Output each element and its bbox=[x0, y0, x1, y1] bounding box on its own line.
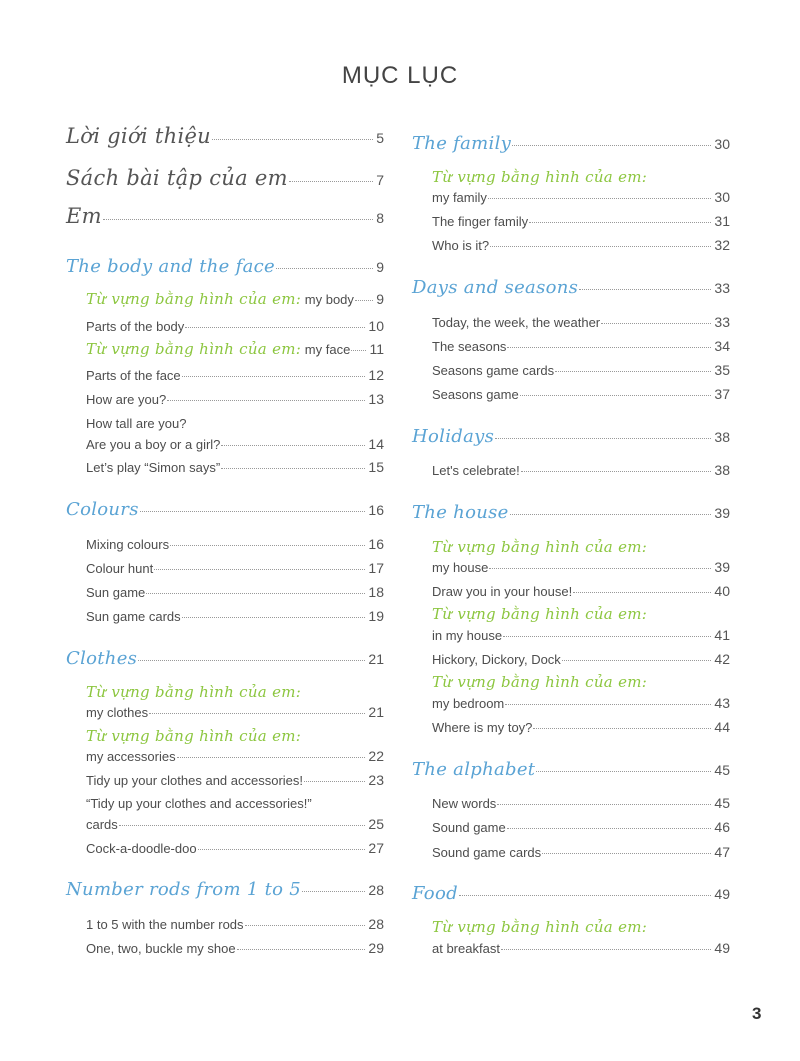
toc-entry-seasons-game[interactable] bbox=[412, 386, 730, 402]
entry-title: Colour hunt bbox=[86, 561, 154, 576]
page-ref: 7 bbox=[376, 172, 384, 188]
page-ref: 49 bbox=[714, 886, 730, 902]
entry-title: Sun game bbox=[86, 585, 146, 600]
section-heading-family[interactable] bbox=[412, 133, 730, 154]
page-ref: 12 bbox=[368, 367, 384, 383]
page-ref: 45 bbox=[714, 762, 730, 778]
section-title: The body and the face bbox=[66, 256, 275, 277]
toc-entry-today-week-weather[interactable] bbox=[412, 314, 730, 330]
toc-entry-tidy-cards[interactable] bbox=[66, 816, 384, 832]
entry-title: 1 to 5 with the number rods bbox=[86, 917, 244, 932]
toc-entry-draw-you[interactable] bbox=[412, 583, 730, 599]
toc-entry-who-is-it[interactable] bbox=[412, 237, 730, 253]
dot-leader bbox=[140, 511, 366, 512]
dot-leader bbox=[212, 139, 373, 140]
page-ref: 49 bbox=[714, 940, 730, 956]
dot-leader bbox=[501, 949, 711, 950]
vocab-label: Từ vựng bằng hình của em: bbox=[86, 340, 302, 358]
toc-entry-boy-or-girl[interactable] bbox=[66, 436, 384, 452]
page-ref: 30 bbox=[714, 189, 730, 205]
dot-leader bbox=[245, 925, 366, 926]
page-ref: 27 bbox=[368, 840, 384, 856]
page-number: 3 bbox=[752, 1004, 762, 1023]
page-ref: 15 bbox=[368, 459, 384, 475]
toc-entry-tidy-up[interactable] bbox=[66, 772, 384, 788]
dot-leader bbox=[119, 825, 366, 826]
page-ref: 29 bbox=[368, 940, 384, 956]
dot-leader bbox=[170, 545, 365, 546]
toc-entry-my-accessories[interactable] bbox=[66, 748, 384, 764]
dot-leader bbox=[459, 895, 712, 896]
dot-leader bbox=[579, 289, 711, 290]
dot-leader bbox=[182, 617, 366, 618]
dot-leader bbox=[495, 438, 711, 439]
entry-title: my family bbox=[432, 190, 487, 205]
page-ref: 47 bbox=[714, 844, 730, 860]
section-title: Food bbox=[412, 883, 458, 904]
toc-entry-intro[interactable] bbox=[66, 124, 384, 148]
section-title: Days and seasons bbox=[412, 277, 579, 298]
vocab-label: Từ vựng bằng hình của em: bbox=[432, 918, 648, 936]
entry-title: Where is my toy? bbox=[432, 720, 533, 735]
entry-title: Today, the week, the weather bbox=[432, 315, 601, 330]
section-title: Holidays bbox=[412, 426, 495, 447]
page-ref: 40 bbox=[714, 583, 730, 599]
entry-title: in my house bbox=[432, 628, 503, 643]
dot-leader bbox=[103, 219, 373, 220]
entry-title: Draw you in your house! bbox=[432, 584, 573, 599]
entry-title: Seasons game bbox=[432, 387, 519, 402]
toc-entry-parts-body[interactable] bbox=[66, 318, 384, 334]
toc-entry-in-my-house[interactable] bbox=[412, 627, 730, 643]
section-heading-days-seasons[interactable] bbox=[412, 277, 730, 298]
dot-leader bbox=[521, 471, 712, 472]
entry-title: Sound game bbox=[432, 820, 506, 835]
toc-entry-mixing-colours[interactable] bbox=[66, 536, 384, 552]
page-ref: 8 bbox=[376, 210, 384, 226]
page-ref: 16 bbox=[368, 536, 384, 552]
dot-leader bbox=[302, 891, 365, 892]
toc-entry-cock-a-doodle-doo[interactable] bbox=[66, 840, 384, 856]
entry-title: Cock-a-doodle-doo bbox=[86, 841, 197, 856]
entry-title: Lời giới thiệu bbox=[66, 124, 212, 148]
page-ref: 14 bbox=[368, 436, 384, 452]
toc-entry-my-clothes[interactable] bbox=[66, 704, 384, 720]
toc-entry-colour-hunt[interactable] bbox=[66, 560, 384, 576]
dot-leader bbox=[149, 713, 365, 714]
dot-leader bbox=[505, 704, 711, 705]
dot-leader bbox=[146, 593, 365, 594]
entry-title: How are you? bbox=[86, 392, 167, 407]
section-title: The alphabet bbox=[412, 759, 536, 780]
dot-leader bbox=[221, 445, 365, 446]
dot-leader bbox=[601, 323, 711, 324]
entry-title: Who is it? bbox=[432, 238, 490, 253]
vocab-label: Từ vựng bằng hình của em: bbox=[432, 168, 648, 186]
page-ref: 43 bbox=[714, 695, 730, 711]
page-ref: 18 bbox=[368, 584, 384, 600]
page-ref: 16 bbox=[368, 502, 384, 518]
page-ref: 21 bbox=[368, 704, 384, 720]
page-ref: 30 bbox=[714, 136, 730, 152]
entry-title: my accessories bbox=[86, 749, 176, 764]
entry-title: Mixing colours bbox=[86, 537, 170, 552]
section-heading-colours[interactable] bbox=[66, 499, 384, 520]
entry-text: my face bbox=[304, 342, 351, 357]
section-heading-house[interactable] bbox=[412, 502, 730, 523]
toc-entry-at-breakfast[interactable] bbox=[412, 940, 730, 956]
toc-entry-lets-celebrate[interactable] bbox=[412, 462, 730, 478]
page-ref: 39 bbox=[714, 559, 730, 575]
toc-entry-workbook[interactable] bbox=[66, 166, 384, 190]
dot-leader bbox=[304, 781, 365, 782]
dot-leader bbox=[351, 350, 366, 351]
toc-entry-buckle-my-shoe[interactable] bbox=[66, 940, 384, 956]
toc-entry-em[interactable] bbox=[66, 204, 384, 228]
toc-entry-the-seasons[interactable] bbox=[412, 338, 730, 354]
dot-leader bbox=[520, 395, 712, 396]
entry-title: Let's celebrate! bbox=[432, 463, 520, 478]
toc-entry-sun-game-cards[interactable] bbox=[66, 608, 384, 624]
toc-entry-my-bedroom[interactable] bbox=[412, 695, 730, 711]
dot-leader bbox=[138, 660, 365, 661]
entry-title: The finger family bbox=[432, 214, 529, 229]
page-ref: 33 bbox=[714, 314, 730, 330]
section-heading-holidays[interactable] bbox=[412, 426, 730, 447]
dot-leader bbox=[510, 514, 712, 515]
entry-title: Sun game cards bbox=[86, 609, 181, 624]
dot-leader bbox=[221, 468, 365, 469]
section-title: Colours bbox=[66, 499, 139, 520]
entry-title: Parts of the face bbox=[86, 368, 181, 383]
toc-entry-where-is-toy[interactable] bbox=[412, 719, 730, 735]
section-title: Clothes bbox=[66, 648, 138, 669]
dot-leader bbox=[185, 327, 365, 328]
vocab-label: Từ vựng bằng hình của em: bbox=[86, 727, 302, 745]
page-ref: 34 bbox=[714, 338, 730, 354]
page-ref: 28 bbox=[368, 882, 384, 898]
vocab-label: Từ vựng bằng hình của em: bbox=[432, 673, 648, 691]
toc-entry-sound-game[interactable] bbox=[412, 819, 730, 835]
dot-leader bbox=[177, 757, 366, 758]
entry-title: New words bbox=[432, 796, 497, 811]
page-ref: 5 bbox=[376, 130, 384, 146]
page-ref: 23 bbox=[368, 772, 384, 788]
entry-title: Tidy up your clothes and accessories! bbox=[86, 773, 304, 788]
page-ref: 9 bbox=[376, 291, 384, 307]
dot-leader bbox=[490, 246, 711, 247]
vocab-label: Từ vựng bằng hình của em: bbox=[86, 683, 302, 701]
entry-title: my bedroom bbox=[432, 696, 505, 711]
toc-entry-simon-says[interactable] bbox=[66, 459, 384, 475]
dot-leader bbox=[542, 853, 711, 854]
dot-leader bbox=[489, 568, 711, 569]
entry-title: my house bbox=[432, 560, 489, 575]
entry-title: Sách bài tập của em bbox=[66, 166, 288, 190]
page-ref: 13 bbox=[368, 391, 384, 407]
page-ref: 19 bbox=[368, 608, 384, 624]
page-ref: 38 bbox=[714, 429, 730, 445]
entry-title: cards bbox=[86, 817, 118, 832]
entry-title: The seasons bbox=[432, 339, 507, 354]
entry-text: my body bbox=[304, 292, 354, 307]
toc-entry-how-tall-line1: How tall are you? bbox=[86, 416, 187, 431]
dot-leader bbox=[562, 660, 712, 661]
toc-entry-new-words[interactable] bbox=[412, 795, 730, 811]
dot-leader bbox=[198, 849, 366, 850]
entry-title: Let’s play “Simon says” bbox=[86, 460, 221, 475]
page-ref: 45 bbox=[714, 795, 730, 811]
vocab-label: Từ vựng bằng hình của em: bbox=[86, 290, 302, 308]
entry-title bbox=[86, 340, 350, 358]
dot-leader bbox=[555, 371, 711, 372]
entry-title: my clothes bbox=[86, 705, 149, 720]
page-ref: 42 bbox=[714, 651, 730, 667]
dot-leader bbox=[529, 222, 711, 223]
page-ref: 41 bbox=[714, 627, 730, 643]
dot-leader bbox=[573, 592, 711, 593]
section-heading-number-rods[interactable] bbox=[66, 879, 384, 900]
entry-title: Em bbox=[66, 204, 102, 228]
page-ref: 17 bbox=[368, 560, 384, 576]
entry-title: Hickory, Dickory, Dock bbox=[432, 652, 561, 667]
dot-leader bbox=[507, 828, 712, 829]
page-ref: 25 bbox=[368, 816, 384, 832]
page-ref: 46 bbox=[714, 819, 730, 835]
dot-leader bbox=[355, 300, 373, 301]
toc-entry-finger-family[interactable] bbox=[412, 213, 730, 229]
dot-leader bbox=[154, 569, 365, 570]
dot-leader bbox=[167, 400, 365, 401]
dot-leader bbox=[512, 145, 711, 146]
dot-leader bbox=[507, 347, 711, 348]
page-ref: 38 bbox=[714, 462, 730, 478]
entry-title: Sound game cards bbox=[432, 845, 542, 860]
section-heading-food[interactable] bbox=[412, 883, 730, 904]
page-ref: 21 bbox=[368, 651, 384, 667]
toc-entry-sound-game-cards[interactable] bbox=[412, 844, 730, 860]
page-title: MỤC LỤC bbox=[341, 62, 459, 89]
section-heading-clothes[interactable] bbox=[66, 648, 384, 669]
page-ref: 37 bbox=[714, 386, 730, 402]
vocab-label: Từ vựng bằng hình của em: bbox=[432, 605, 648, 623]
section-heading-body-face[interactable] bbox=[66, 256, 384, 277]
toc-entry-tidy-cards-line1: “Tidy up your clothes and accessories!” bbox=[86, 796, 312, 811]
section-title: The house bbox=[412, 502, 509, 523]
toc-entry-1-to-5-rods[interactable] bbox=[66, 916, 384, 932]
dot-leader bbox=[237, 949, 366, 950]
dot-leader bbox=[276, 268, 373, 269]
entry-title: Are you a boy or a girl? bbox=[86, 437, 221, 452]
page-ref: 33 bbox=[714, 280, 730, 296]
dot-leader bbox=[497, 804, 711, 805]
page-ref: 32 bbox=[714, 237, 730, 253]
page-ref: 35 bbox=[714, 362, 730, 378]
section-title: The family bbox=[412, 133, 512, 154]
dot-leader bbox=[503, 636, 711, 637]
entry-title: Parts of the body bbox=[86, 319, 185, 334]
toc-entry-sun-game[interactable] bbox=[66, 584, 384, 600]
dot-leader bbox=[289, 181, 373, 182]
section-title: Number rods from 1 to 5 bbox=[66, 879, 302, 900]
entry-title: One, two, buckle my shoe bbox=[86, 941, 236, 956]
entry-title: at breakfast bbox=[432, 941, 500, 956]
entry-title bbox=[86, 290, 354, 308]
toc-entry-hickory-dickory[interactable] bbox=[412, 651, 730, 667]
toc-entry-vocab-my-body[interactable] bbox=[66, 290, 384, 308]
dot-leader bbox=[488, 198, 712, 199]
dot-leader bbox=[533, 728, 711, 729]
page-ref: 10 bbox=[368, 318, 384, 334]
entry-title: Seasons game cards bbox=[432, 363, 555, 378]
toc-entry-seasons-game-cards[interactable] bbox=[412, 362, 730, 378]
page-ref: 22 bbox=[368, 748, 384, 764]
toc-entry-how-are-you[interactable] bbox=[66, 391, 384, 407]
section-heading-alphabet[interactable] bbox=[412, 759, 730, 780]
page-ref: 31 bbox=[714, 213, 730, 229]
toc-entry-parts-face[interactable] bbox=[66, 367, 384, 383]
page-ref: 39 bbox=[714, 505, 730, 521]
page-ref: 9 bbox=[376, 259, 384, 275]
page-ref: 11 bbox=[369, 341, 384, 357]
vocab-label: Từ vựng bằng hình của em: bbox=[432, 538, 648, 556]
toc-entry-my-family[interactable] bbox=[412, 189, 730, 205]
toc-entry-my-house[interactable] bbox=[412, 559, 730, 575]
dot-leader bbox=[182, 376, 366, 377]
toc-entry-vocab-my-face[interactable] bbox=[66, 340, 384, 358]
page-ref: 28 bbox=[368, 916, 384, 932]
dot-leader bbox=[536, 771, 711, 772]
page-ref: 44 bbox=[714, 719, 730, 735]
